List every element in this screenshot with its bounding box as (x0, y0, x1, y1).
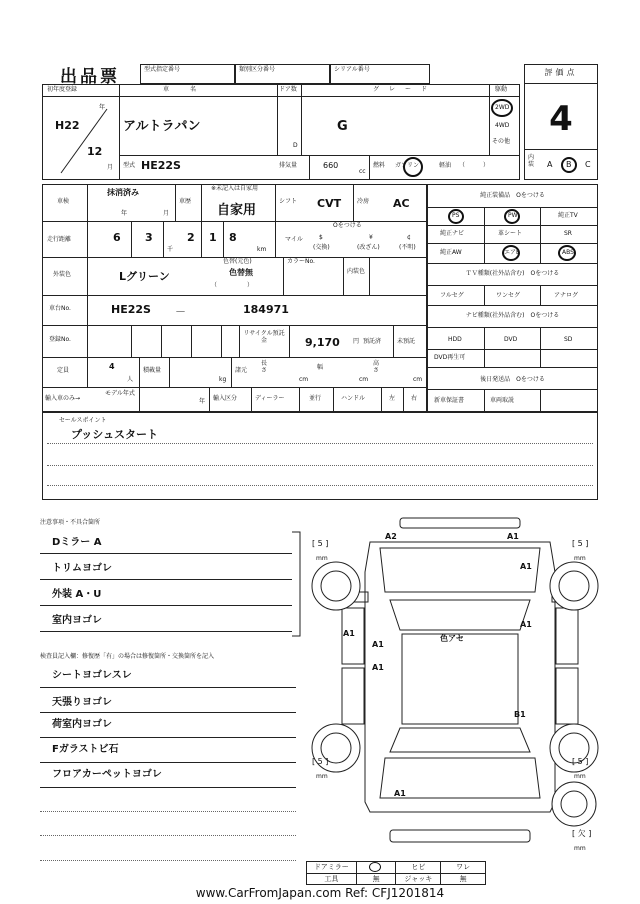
roof-fade-note: 色アセ (440, 634, 464, 643)
original-color-label: 色替(元色) (223, 258, 252, 265)
history-label: 車歴 (179, 198, 192, 205)
inspection-value: 抹消済み (107, 188, 139, 197)
mark-left-rear: A1 (372, 663, 384, 672)
navi-dvd: DVD (504, 336, 518, 343)
car-name-label: 車 名 (163, 86, 200, 93)
equip-abs: ABS (562, 249, 574, 256)
model-year-unit: 年 (199, 398, 206, 405)
later-title: 後日発送品 Oをつける (480, 376, 545, 383)
tire-fl-unit: mm (316, 555, 328, 562)
mark-front-bumper-left: A2 (385, 532, 397, 541)
grade-label: グ レ ー ド (373, 86, 430, 93)
capacity-label: 定員 (57, 367, 70, 374)
notes-bracket (290, 530, 304, 640)
tire-rl-value: 5 (317, 757, 323, 766)
original-color-paren: （ ） (211, 282, 254, 289)
recycle-not-deposited: 未預託 (397, 338, 416, 345)
tv-oneseg: ワンセグ (496, 292, 521, 299)
form-title: 出品票 (60, 67, 120, 87)
note-2: トリムヨゴレ (52, 563, 112, 574)
mirror-label: ドアミラー (307, 862, 357, 874)
recycle-yen: 円 (353, 338, 360, 345)
equip-navi: 純正ナビ (440, 230, 465, 237)
mileage-digit-3: 2 (187, 231, 195, 244)
fuel-diesel: 軽油 (439, 162, 452, 169)
inspector-item-5: フロアカーペットヨゴレ (52, 769, 162, 780)
height-cm: cm (413, 376, 423, 383)
interior-c: C (585, 160, 591, 169)
month-unit: 月 (107, 164, 114, 171)
inspector-label: 検査員記入欄：修復歴「有」の場合は修復箇所・交換箇所を記入 (40, 653, 215, 660)
later-manual: 車両取説 (490, 397, 515, 404)
tire-rr-value: 5 (577, 757, 583, 766)
spare-tire: [ 欠 ] (572, 829, 592, 838)
drive-4wd: 4WD (495, 122, 510, 129)
interior-color-label: 内装色 (347, 268, 366, 275)
unknown-label: (不明) (399, 244, 416, 251)
unknown-symbol: ¢ (407, 234, 411, 241)
import-dealer: ディーラー (255, 395, 285, 402)
note-1: Dミラー A (52, 537, 102, 548)
registration-label: 初年度登録 (47, 86, 78, 93)
fuel-gas-circle (403, 157, 423, 177)
length-label: 長さ (261, 360, 268, 374)
type-approval-label: 型式指定番号 (144, 66, 181, 73)
model-value: HE22S (141, 159, 181, 172)
tire-rr-unit: mm (574, 773, 586, 780)
tire-fl-value: 5 (317, 539, 323, 548)
car-info-box (42, 84, 520, 180)
mark-left-roof: A1 (372, 640, 384, 649)
inspector-item-4: Fガラストビ石 (52, 744, 119, 755)
mirror-break-label: ワレ (441, 862, 486, 874)
dims-label: 諸元 (235, 367, 248, 374)
import-label: 輸入車のみ→ (45, 395, 81, 402)
date-slash (59, 104, 109, 175)
serial-label: シリアル番号 (334, 66, 370, 73)
jack-value: 無 (441, 873, 486, 885)
spare-tire-unit: mm (574, 845, 586, 852)
spare-tire-value: 欠 (577, 829, 586, 838)
recycle-label: リサイクル預託金 (243, 330, 285, 344)
later-warranty: 新車保証書 (434, 397, 465, 404)
equip-airbag-circle (502, 245, 520, 261)
import-category-label: 輸入区分 (213, 395, 238, 402)
equip-pw-circle (504, 209, 520, 224)
navi-title: ナビ種類(社外品含む) Oをつける (465, 312, 560, 319)
mark-right-door: A1 (520, 620, 532, 629)
chassis-label: 車台No. (49, 305, 71, 312)
tire-fr-unit: mm (574, 555, 586, 562)
displacement-value: 660 (323, 161, 339, 170)
tire-rl-unit: mm (316, 773, 328, 780)
steering-label: ハンドル (341, 395, 366, 402)
navi-sd: SD (564, 336, 573, 343)
jack-label: ジャッキ (396, 873, 441, 885)
fuel-label: 燃料 (373, 162, 386, 169)
capacity-value: 4 (109, 362, 115, 371)
mirror-crack-cell (356, 862, 396, 874)
mileage-digit-2: 3 (145, 231, 153, 244)
height-label: 高さ (373, 360, 380, 374)
equip-aw: 純正AW (440, 249, 462, 256)
grade-value: G (337, 119, 348, 134)
door-suffix: D (293, 142, 298, 149)
steering-left: 左 (389, 395, 396, 402)
chassis-number: 184971 (243, 303, 289, 316)
equip-leather: 革シート (498, 230, 523, 237)
color-number-label: カラーNo. (287, 258, 315, 265)
shift-value: CVT (317, 197, 342, 210)
equip-sr: SR (564, 230, 572, 237)
note-4: 室内ヨゴレ (52, 615, 102, 626)
equip-ps-circle (448, 209, 464, 224)
thousand-unit: 千 (167, 246, 174, 253)
sales-point-label: セールスポイント (59, 417, 107, 424)
recycle-value: 9,170 (305, 336, 340, 349)
inspector-item-2: 天張りヨゴレ (52, 697, 112, 708)
inspection-year-unit: 年 (121, 210, 128, 217)
km-unit: km (257, 246, 267, 253)
first-reg-year: H22 (55, 119, 80, 132)
shift-label: シフト (279, 198, 298, 205)
interior-b-circle (561, 157, 577, 173)
exchange-label: (交換) (313, 244, 330, 251)
tamper-label: (改ざん) (357, 244, 380, 251)
mileage-digit-1: 6 (113, 231, 121, 244)
mark-rear-bumper: A1 (394, 789, 406, 798)
width-cm: cm (359, 376, 369, 383)
exchange-symbol: $ (319, 234, 323, 241)
reg-number-label: 登録No. (49, 336, 71, 343)
import-parallel: 並行 (309, 395, 322, 402)
year-unit: 年 (99, 104, 106, 111)
kg-unit: kg (219, 376, 227, 383)
fuel-other: （ ） (459, 162, 490, 169)
capacity-unit: 人 (127, 376, 134, 383)
notes-label: 注意事項・不具合箇所 (40, 519, 101, 526)
displacement-label: 排気量 (279, 162, 298, 169)
drive-label: 駆動 (495, 86, 508, 93)
tv-analog: アナログ (554, 292, 579, 299)
width-label: 幅 (317, 364, 324, 371)
mileage-label: 走行距離 (47, 236, 72, 243)
watermark: www.CarFromJapan.com Ref: CFJ1201814 (195, 886, 445, 900)
equipment-box (427, 184, 598, 412)
tire-fr: [ 5 ] (572, 539, 589, 548)
navi-hdd: HDD (448, 336, 462, 343)
cc-unit: cc (359, 168, 366, 175)
color-value: Lグリーン (119, 270, 170, 283)
tire-rr: [ 5 ] (572, 757, 589, 766)
color-label: 外装色 (53, 271, 72, 278)
length-cm: cm (299, 376, 309, 383)
serial-box (330, 64, 430, 84)
type-approval-box (140, 64, 235, 84)
mark-right-fender: A1 (520, 562, 532, 571)
interior-label: 内装 (528, 154, 535, 168)
score-value: 4 (549, 99, 573, 139)
mirror-tool-table (306, 861, 486, 885)
mileage-digit-4: 1 (209, 231, 217, 244)
equip-abs-circle (558, 245, 576, 261)
interior-b: B (566, 160, 572, 169)
inspector-item-1: シートヨゴレスレ (52, 670, 132, 681)
score-box (524, 64, 598, 180)
equip-ps: PS (452, 212, 460, 219)
original-color-value: 色替無 (229, 268, 253, 277)
inspector-item-3: 荷室内ヨゴレ (52, 719, 112, 730)
mile-label: マイル (285, 236, 303, 243)
category-box (235, 64, 330, 84)
tv-fullseg: フルセグ (440, 292, 464, 299)
model-label: 型式 (123, 162, 136, 169)
tire-rl: [ 5 ] (312, 757, 329, 766)
tire-fl: [ 5 ] (312, 539, 329, 548)
sales-point-box (42, 412, 598, 500)
equip-tv: 純正TV (558, 212, 578, 219)
mileage-digit-5: 8 (229, 231, 237, 244)
equip-airbag: エアB (504, 249, 521, 256)
note-3: 外装 A・U (52, 589, 102, 600)
chassis-model: HE22S (111, 303, 151, 316)
recycle-deposited: 預託済 (363, 338, 382, 345)
steering-right: 右 (411, 395, 418, 402)
model-year-label: モデル年式 (105, 390, 135, 397)
inspection-label: 車検 (57, 198, 70, 205)
door-label: ドア数 (279, 86, 297, 93)
dvd-playback: DVD再生可 (434, 354, 466, 361)
tv-title: ＴＶ種類(社外品含む) Oをつける (465, 270, 560, 277)
tire-fr-value: 5 (577, 539, 583, 548)
mark-front-bumper-right: A1 (507, 532, 519, 541)
mark-right-rear: B1 (514, 710, 526, 719)
car-diagram (310, 512, 600, 852)
category-label: 類別区分番号 (239, 66, 276, 73)
chassis-dash: － (175, 305, 186, 318)
details-box (42, 184, 427, 412)
equip-pw: PW (508, 212, 518, 219)
load-label: 積載量 (143, 367, 162, 374)
history-value: 自家用 (217, 203, 257, 218)
equipment-title: 純正装備品 Oをつける (480, 192, 545, 199)
inspection-month-unit: 月 (163, 210, 170, 217)
drive-other: その他 (492, 138, 511, 145)
tools-value: 無 (356, 873, 396, 885)
drive-2wd: 2WD (495, 104, 510, 111)
interior-a: A (547, 160, 553, 169)
fuel-gasoline: ガソリン (395, 162, 420, 169)
ac-value: AC (393, 197, 410, 210)
first-reg-month: 12 (87, 145, 103, 158)
car-name: アルトラパン (123, 119, 201, 134)
tamper-symbol: ¥ (369, 234, 373, 241)
mirror-chip-label: ヒビ (396, 862, 441, 874)
sales-point-text: プッシュスタート (71, 428, 159, 441)
drive-2wd-circle (491, 99, 513, 117)
ac-label: 冷房 (357, 198, 370, 205)
score-label: 評価点 (544, 68, 578, 77)
tools-label: 工具 (307, 873, 357, 885)
mileage-circle-note: Oをつける (333, 222, 362, 229)
mark-left-door: A1 (343, 629, 355, 638)
history-note: ※未記入は自家用 (211, 185, 259, 192)
